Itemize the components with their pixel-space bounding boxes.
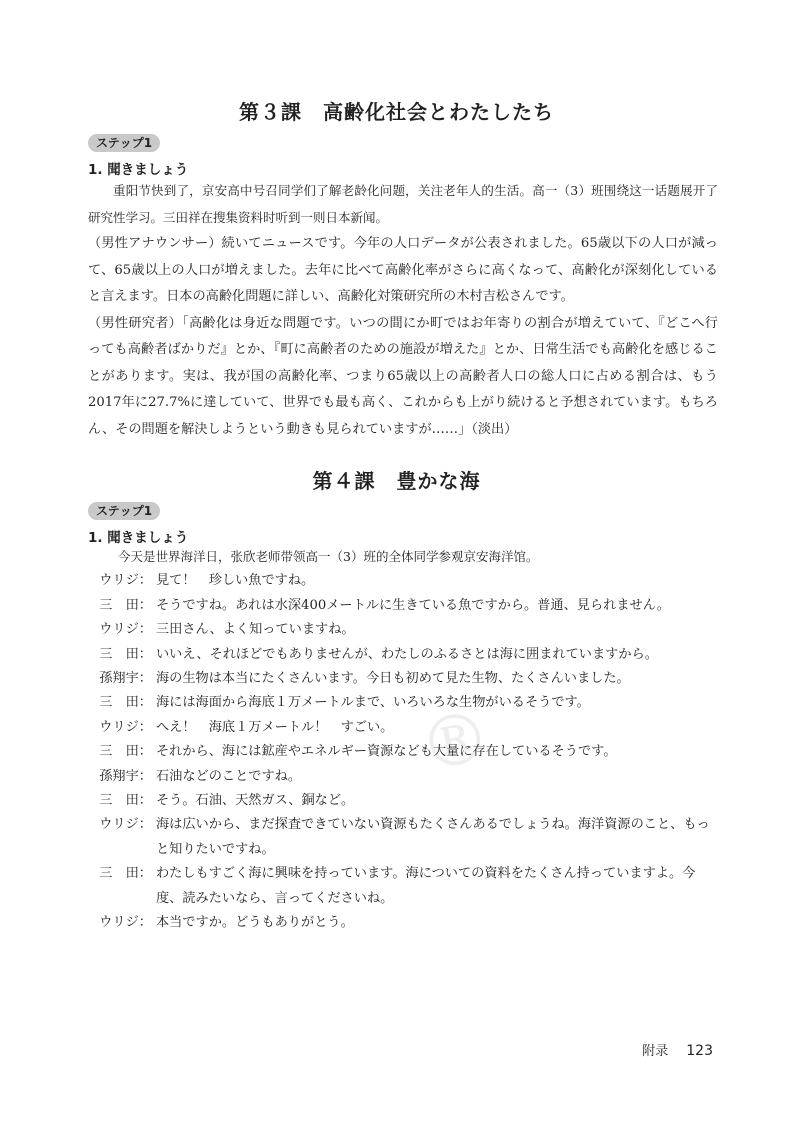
lesson3-subheading: 1. 聞きましょう	[88, 162, 189, 178]
line-text: そうですね。あれは水深400メートルに生きている魚ですから。普通、見られません。	[156, 597, 670, 613]
line-text: 海には海面から海底１万メートルまで、いろいろな生物がいるそうです。	[156, 695, 590, 711]
announcer-paragraph: （男性アナウンサー）続いてニュースです。今年の人口データが公表されました。65歳以下の人口が減って、65歳以上の人口が増えました。去年に比べて高齢化率がさらに高くなって、高齢化が深刻化していると言えます。日本の高齢化問題に詳しい、高齢化対策研究所の木村吉松さんです。	[88, 236, 718, 304]
speaker: ウリジ：	[99, 817, 152, 833]
dialogue-line	[88, 643, 720, 667]
dialogue-line	[88, 911, 720, 935]
speaker: ウリジ：	[99, 573, 152, 589]
line-text: 海の生物は本当にたくさんいます。今日も初めて見た生物、たくさんいました。	[156, 671, 630, 687]
dialogue-line	[88, 667, 720, 691]
speaker: ウリジ：	[99, 915, 152, 931]
line-text: それから、海には鉱産やエネルギー資源なども大量に存在しているそうです。	[156, 744, 617, 760]
line-text: いいえ、それほどでもありませんが、わたしのふるさとは海に囲まれていますから。	[156, 646, 658, 662]
line-text: そう。石油、天然ガス、銅など。	[156, 793, 355, 809]
dialogue-intro: 今天是世界海洋日，张欣老师带领高一（3）班的全体同学参观京安海洋馆。	[118, 549, 539, 564]
publisher-watermark: ®	[413, 694, 497, 788]
line-text: わたしもすごく海に興味を持っています。海についての資料をたくさん持っていますよ。今度、読みたいなら、言ってくださいね。	[156, 866, 696, 906]
dialogue-line	[88, 862, 720, 911]
line-text: へえ！ 海底１万メートル！ すごい。	[156, 719, 394, 735]
line-text: 石油などのことですね。	[156, 768, 302, 784]
lesson3-title: 第３課 高齢化社会とわたしたち	[239, 100, 554, 124]
lesson4-subheading: 1. 聞きましょう	[88, 530, 189, 546]
speaker: 三 田：	[99, 597, 152, 613]
speaker: ウリジ：	[99, 622, 152, 638]
lesson4-step-badge: ステップ1	[88, 502, 160, 520]
dialogue-line	[88, 765, 720, 789]
dialogue-line	[88, 691, 720, 715]
page-number: 123	[686, 1043, 713, 1059]
dialogue-line	[88, 618, 720, 642]
dialogue-line	[88, 569, 720, 593]
dialogue-line	[88, 594, 720, 618]
lesson3-step-badge: ステップ1	[88, 134, 160, 152]
dialogue	[88, 545, 720, 936]
intro-paragraph: 重阳节快到了，京安高中号召同学们了解老龄化问题，关注老年人的生活。高一（3）班围绕这一话题展开了研究性学习。三田祥在搜集资料时听到一则日本新闻。	[88, 183, 718, 225]
speaker: ウリジ：	[99, 719, 152, 735]
dialogue-line	[88, 813, 720, 862]
speaker: 孫翔宇：	[99, 768, 152, 784]
lesson4-title: 第４課 豊かな海	[312, 469, 481, 493]
researcher-paragraph: （男性研究者）「高齢化は身近な問題です。いつの間にか町ではお年寄りの割合が増えていて、『どこへ行っても高齢者ばかりだ』とか、『町に高齢者のための施設が増えた』とか、日常生活でも高齢化を感じることがあります。実は、我が国の高齢化率、つまり65歳以上の高齢者人口の総人口に占める割合は、もう2017年に27.7%に達していて、世界でも最も高く、これからも上がり続けると予想されています。もちろん、その問題を解決しようという動きも見られていますが……」（淡出）	[88, 315, 718, 437]
line-text: 三田さん、よく知っていますね。	[156, 622, 355, 638]
dialogue-line	[88, 740, 720, 764]
line-text: 見て！ 珍しい魚ですね。	[156, 573, 315, 589]
dialogue-line	[88, 716, 720, 740]
lesson3-body	[88, 178, 718, 443]
dialogue-line	[88, 789, 720, 813]
line-text: 本当ですか。どうもありがとう。	[156, 915, 354, 931]
footer-section: 附录	[642, 1044, 669, 1059]
speaker: 三 田：	[99, 793, 152, 809]
speaker: 孫翔宇：	[99, 671, 152, 687]
speaker: 三 田：	[99, 866, 152, 882]
page-footer	[642, 1040, 713, 1059]
speaker: 三 田：	[99, 744, 152, 760]
line-text: 海は広いから、まだ探査できていない資源もたくさんあるでしょうね。海洋資源のこと、もっと知りたいですね。	[156, 817, 710, 857]
speaker: 三 田：	[99, 646, 152, 662]
speaker: 三 田：	[99, 695, 152, 711]
